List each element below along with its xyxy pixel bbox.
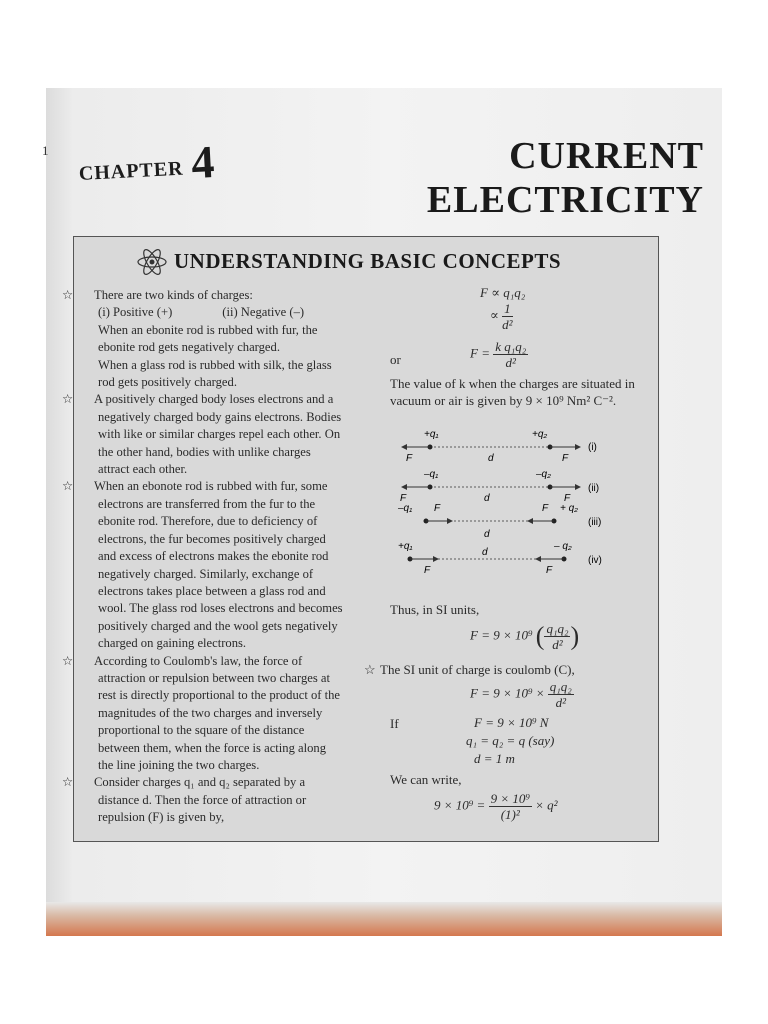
eq-final: [434, 791, 558, 822]
charge-label: + q₂: [560, 503, 578, 514]
force-label: F: [406, 453, 413, 464]
eq-distance: d = 1 m: [474, 751, 515, 766]
star-icon: ☆: [62, 775, 74, 790]
text-p4: According to Coulomb's law, the force of attraction or repulsion between two charges at rest is directly proportional to the product of the magnitudes of the two charges and inversely proportional to the square of the distance between them, when the force is acting along the line joining the two charges.: [94, 653, 341, 772]
star-icon: ☆: [62, 288, 74, 302]
diagram-row-2: [400, 469, 599, 504]
row-tag: (i): [588, 442, 597, 453]
distance-label: d: [484, 529, 490, 540]
force-label: F: [546, 565, 553, 576]
text-we-can-write: We can write,: [390, 772, 462, 787]
eq-force-value: F = 9 × 10⁹ N: [474, 715, 549, 730]
text-p2: A positively charged body loses electrons and a negatively charged body gains electrons. Bodies with like or similar charges repel each other. On the other hand, bodies with unlike charges attract each other.: [94, 392, 342, 477]
star-icon: ☆: [62, 392, 74, 407]
force-label: F: [434, 503, 441, 514]
diagram-row-3: [397, 503, 601, 540]
left-column: [62, 287, 344, 827]
text-p5: Consider charges q₁ and q₂ separated by a distance d. Then the force of attraction or repulsion (F) is given by,: [94, 775, 307, 825]
atom-icon: [136, 247, 168, 277]
eq-inverse-prefix: ∝: [490, 307, 499, 323]
charge-label: –q₂: [536, 469, 551, 480]
force-diagram: [390, 425, 654, 585]
eq-coulomb-den: d²: [505, 355, 516, 370]
section-title: UNDERSTANDING BASIC CONCEPTS: [174, 249, 562, 273]
eq-final-rhs: × q²: [535, 797, 558, 813]
diagram-row-4: [398, 541, 602, 576]
eq-si-den: d²: [552, 637, 563, 652]
distance-label: d: [488, 453, 494, 464]
force-label: F: [424, 565, 431, 576]
text-if: If: [390, 716, 399, 731]
row-tag: (iii): [588, 517, 602, 528]
eq-force-times: [470, 679, 574, 710]
charge-label: +q₁: [398, 541, 413, 552]
eq-inverse-den: d²: [502, 317, 513, 332]
force-label: F: [562, 453, 569, 464]
text-p3: When an ebonote rod is rubbed with fur, some electrons are transferred from the fur to the ebonite rod. Therefore, due to deficiency of electrons, the fur becomes positively charged and excess of electrons makes the ebonite rod negatively charged. Similarly, exchange of electrons takes place between a glass rod and wool. The glass rod loses electrons and becomes positively charged and the wool gets negatively charged on gaining electrons.: [94, 479, 343, 651]
concepts-box: [62, 236, 659, 842]
eq-charges-equal: q₁ = q₂ = q (say): [466, 733, 555, 748]
chapter-number: 4: [189, 135, 217, 189]
charge-label: –q₁: [398, 503, 413, 514]
star-icon: ☆: [364, 662, 376, 677]
chapter-heading: [77, 135, 216, 195]
title-line-1: CURRENT: [509, 135, 704, 177]
text-p1b: (ii) Negative (–): [222, 305, 305, 320]
distance-label: d: [482, 547, 488, 558]
eq-final-num: 9 × 10⁹: [490, 791, 530, 806]
charge-label: –q₁: [424, 469, 439, 480]
text-unit: The SI unit of charge is coulomb (C),: [380, 662, 575, 677]
text-p1d: When a glass rod is rubbed with silk, the glass rod gets positively charged.: [98, 357, 332, 390]
eq-times-den: d²: [555, 695, 566, 710]
force-label: F: [542, 503, 549, 514]
text-k-value: The value of k when the charges are situated in vacuum or air is given by 9 × 10⁹ Nm² C⁻².: [390, 376, 635, 408]
star-icon: ☆: [62, 479, 74, 494]
eq-times-lhs: F = 9 × 10⁹ ×: [470, 685, 545, 701]
eq-si-lhs: F = 9 × 10⁹: [470, 627, 533, 643]
eq-si-force: F = 9 × 10⁹ ( $\frac{\text{q₁q₂}}{\text{d²}}$ ): [470, 621, 580, 652]
force-label: F: [400, 493, 407, 504]
charge-label: +q₁: [424, 429, 439, 440]
eq-coulomb: [470, 339, 528, 370]
text-p1: There are two kinds of charges:: [94, 288, 253, 302]
text-si-units: Thus, in SI units,: [390, 602, 480, 617]
eq-inverse-num: 1: [504, 301, 511, 316]
text-p1a: (i) Positive (+): [98, 305, 173, 320]
star-icon: ☆: [62, 653, 74, 668]
text-si-unit-charge: [364, 661, 575, 678]
eq-proportional: F ∝ q₁q₂: [480, 285, 526, 300]
chapter-label: CHAPTER: [78, 157, 185, 186]
row-tag: (iv): [588, 555, 602, 566]
eq-si-num: q₁q₂: [546, 621, 569, 636]
page-title: [427, 134, 704, 222]
force-label: F: [564, 493, 571, 504]
eq-final-lhs: 9 × 10⁹ =: [434, 797, 486, 813]
title-line-2: ELECTRICITY: [426, 179, 704, 221]
eq-times-num: q₁q₂: [549, 679, 572, 694]
eq-inverse: [490, 301, 513, 332]
text-or: or: [390, 352, 401, 367]
edge-mark: 1: [42, 143, 49, 158]
eq-final-den: (1)²: [500, 807, 520, 822]
table-surface: [46, 902, 722, 936]
eq-coulomb-num: k q₁q₂: [495, 339, 527, 354]
text-p1c: When an ebonite rod is rubbed with fur, the ebonite rod gets negatively charged.: [98, 322, 318, 355]
row-tag: (ii): [588, 483, 600, 494]
charge-label: +q₂: [532, 429, 548, 440]
charge-label: – q₂: [554, 541, 572, 552]
diagram-row-1: [402, 429, 597, 464]
distance-label: d: [484, 493, 490, 504]
eq-coulomb-lhs: F =: [470, 345, 490, 361]
